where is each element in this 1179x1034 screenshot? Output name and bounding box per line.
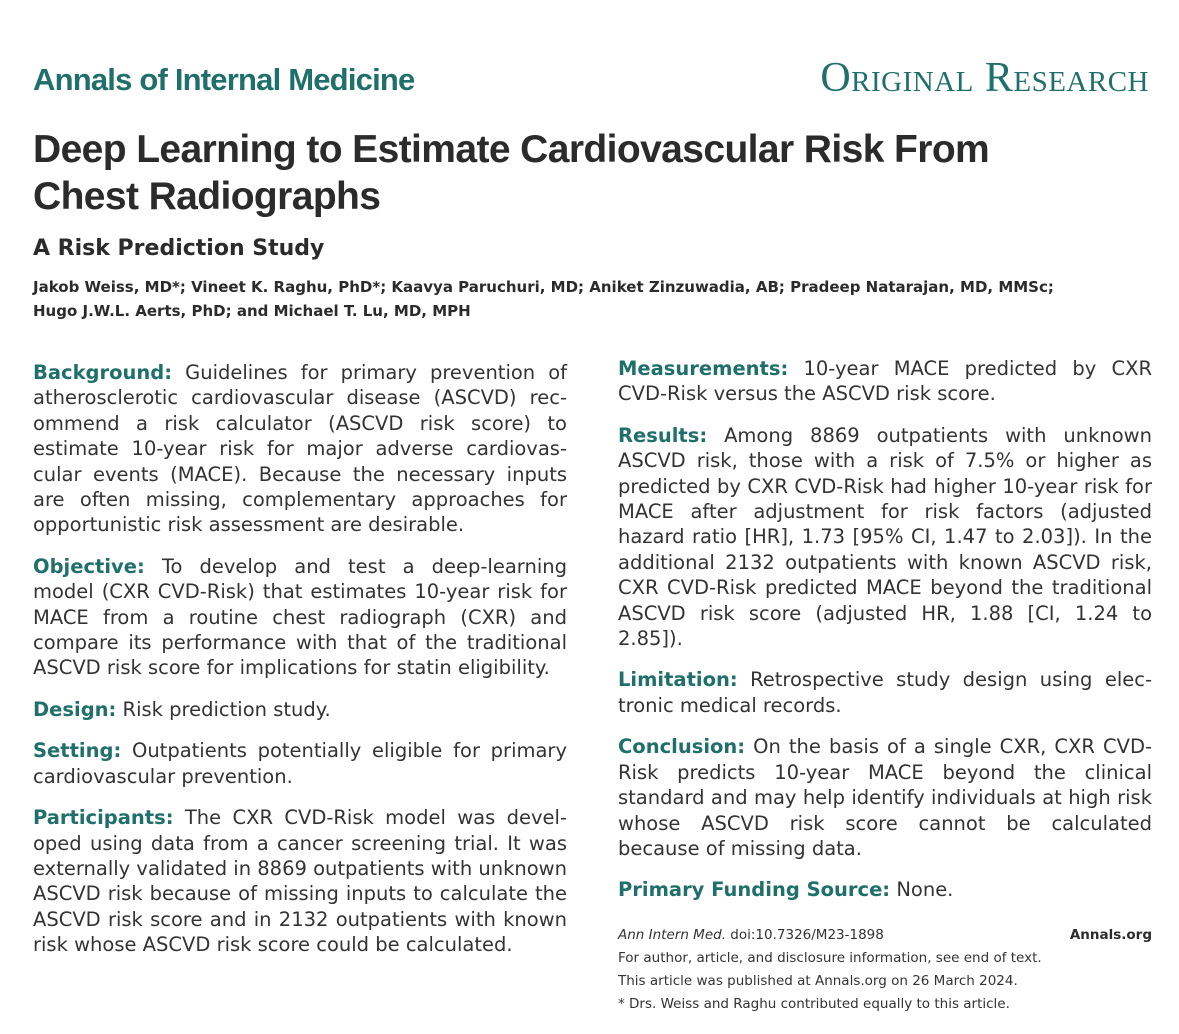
abstract-measurements <box>618 356 1152 407</box>
section-heading-setting: Setting: <box>33 739 122 763</box>
section-heading-limitation: Limitation: <box>618 668 738 692</box>
results-text: Among 8869 outpatients with unknown ASCVD risk, those with a risk of 7.5% or higher as predicted by CXR CVD-Risk had higher 10-year risk for MACE after adjustment for risk factors (adjusted hazard ratio [HR], 1.73 [95% CI, 1.47 to 2.03]). In the additional 2132 outpatients with known ASCVD risk, CXR CVD-Risk predicted MACE beyond the traditional ASCVD risk score (adjusted HR, 1.88 [CI, 1.24 to 2.85]). <box>618 423 1152 651</box>
abstract-left-column <box>33 360 567 974</box>
abstract-right-column <box>618 356 1152 919</box>
participants-text: The CXR CVD-Risk model was developed using data from a cancer screening trial. It was externally validated in 8869 outpatients with unknown ASCVD risk because of missing inputs to calculate the ASCVD risk score and in 2132 outpatients with known risk whose ASCVD risk score could be calculated. <box>33 806 567 957</box>
authors-line-2: Hugo J.W.L. Aerts, PhD; and Michael T. Lu, MD, MPH <box>33 302 471 320</box>
section-heading-conclusion: Conclusion: <box>618 735 746 759</box>
article-title: Deep Learning to Estimate Cardiovascular Risk From Chest Radiographs <box>33 128 990 218</box>
citation-row <box>618 924 1152 947</box>
section-label: Original Research <box>820 55 1149 101</box>
publication-note: This article was published at Annals.org on 26 March 2024. <box>618 973 1018 989</box>
section-heading-participants: Participants: <box>33 806 174 830</box>
setting-text: Outpatients potentially eligible for primary cardiovascular prevention. <box>33 739 567 788</box>
section-heading-measurements: Measurements: <box>618 357 789 380</box>
section-heading-background: Background: <box>33 361 173 384</box>
section-heading-design: Design: <box>33 697 117 721</box>
abstract-setting <box>33 738 567 789</box>
section-heading-funding: Primary Funding Source: <box>618 878 891 902</box>
objective-text: To develop and test a deep-learning model (CXR CVD-Risk) that estimates 10-year risk for MACE from a routine chest radiograph (CXR) and compare its performance with that of the traditional ASCVD risk score for implications for statin eligibility. <box>33 554 567 680</box>
site-link[interactable]: Annals.org <box>1069 927 1152 943</box>
journal-abbreviation: Ann Intern Med. <box>618 927 726 943</box>
equal-contribution-note: * Drs. Weiss and Raghu contributed equally to this article. <box>618 996 1010 1012</box>
abstract-conclusion <box>618 734 1152 861</box>
funding-text: None. <box>896 878 954 902</box>
page-header <box>33 52 1149 112</box>
abstract-participants <box>33 805 567 957</box>
article-footer <box>618 924 1152 1016</box>
design-text: Risk prediction study. <box>122 697 331 721</box>
article-subtitle: A Risk Prediction Study <box>33 236 325 261</box>
author-info-note: For author, article, and disclosure information, see end of text. <box>618 950 1042 966</box>
limitation-text: Retrospective study design using electronic medical records. <box>618 668 1153 717</box>
author-list <box>33 275 1143 323</box>
journal-name: Annals of Internal Medicine <box>33 62 415 97</box>
abstract-design <box>33 697 567 722</box>
abstract-background <box>33 360 567 538</box>
abstract-objective <box>33 554 567 681</box>
abstract-funding <box>618 877 1152 902</box>
background-text: Guidelines for primary prevention of atherosclerotic cardiovascular disease (ASCVD) recommend a risk calculator (ASCVD risk score) to estimate 10-year risk for major adverse cardiovascular events (MACE). Because the necessary inputs are often missing, complementary approaches for opportunistic risk assessment are desirable. <box>33 361 567 537</box>
measurements-text: 10-year MACE predicted by CXR CVD-Risk versus the ASCVD risk score. <box>618 357 1152 406</box>
abstract-limitation <box>618 667 1152 718</box>
authors-line-1: Jakob Weiss, MD*; Vineet K. Raghu, PhD*; Kaavya Paruchuri, MD; Aniket Zinzuwadia, AB; Pradeep Natarajan, MD, MMSc; <box>33 278 1054 296</box>
section-heading-results: Results: <box>618 423 708 447</box>
section-heading-objective: Objective: <box>33 554 145 578</box>
doi: doi:10.7326/M23-1898 <box>730 927 884 943</box>
conclusion-text: On the basis of a single CXR, CXR CVD-Risk predicts 10-year MACE beyond the clinical standard and may help identify individuals at high risk whose ASCVD risk score cannot be calculated because of missing data. <box>618 735 1152 860</box>
abstract-results <box>618 423 1152 652</box>
